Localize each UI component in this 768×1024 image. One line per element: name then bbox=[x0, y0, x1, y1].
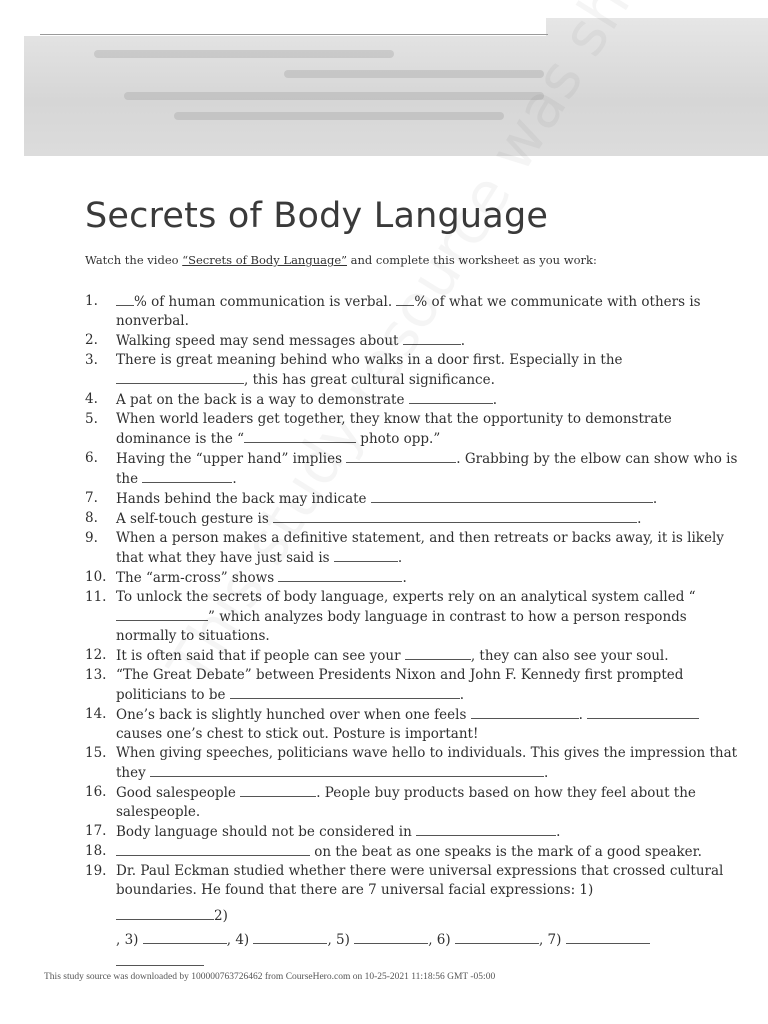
question-text: One’s back is slightly hunched over when one feels bbox=[116, 707, 471, 723]
header-smudge bbox=[94, 50, 394, 58]
question-number: 1. bbox=[85, 293, 98, 309]
question-number: 16. bbox=[85, 784, 107, 800]
instructions-text: Watch the video bbox=[85, 253, 183, 267]
answer-blank[interactable] bbox=[354, 930, 428, 944]
question-number: 12. bbox=[85, 647, 107, 663]
answer-blank[interactable] bbox=[416, 822, 556, 836]
question-number: 14. bbox=[85, 706, 107, 722]
question-number: 7. bbox=[85, 490, 98, 506]
question-text: Body language should not be considered in bbox=[116, 824, 417, 840]
question-5 bbox=[85, 410, 745, 449]
question-text: . bbox=[578, 707, 588, 723]
question-number: 18. bbox=[85, 843, 107, 859]
question-text: on the beat as one speaks is the mark of a good speaker. bbox=[310, 844, 702, 860]
question-text: A pat on the back is a way to demonstrate bbox=[116, 392, 409, 408]
question-text: % of human communication is verbal. bbox=[134, 294, 397, 310]
question-text: . bbox=[460, 333, 466, 349]
answer-blank[interactable] bbox=[116, 292, 134, 306]
answer-blank[interactable] bbox=[566, 930, 650, 944]
question-number: 11. bbox=[85, 589, 107, 605]
question-number: 3. bbox=[85, 352, 98, 368]
instructions-text: and complete this worksheet as you work: bbox=[347, 253, 597, 267]
question-number: 5. bbox=[85, 411, 98, 427]
question-18 bbox=[85, 842, 745, 862]
page-title: Secrets of Body Language bbox=[85, 196, 549, 236]
question-number: 13. bbox=[85, 667, 107, 683]
question-text: Good salespeople bbox=[116, 785, 241, 801]
question-19 bbox=[85, 862, 745, 972]
question-text: Having the “upper hand” implies bbox=[116, 451, 347, 467]
question-text: When giving speeches, politicians wave hello to individuals. This gives the impression that they bbox=[116, 745, 738, 781]
question-number: 17. bbox=[85, 823, 107, 839]
question-text: , 3) bbox=[116, 932, 143, 948]
question-text: , 7) bbox=[538, 932, 566, 948]
question-text: , 4) bbox=[226, 932, 254, 948]
question-text: . bbox=[556, 824, 561, 840]
header-smudge bbox=[174, 112, 504, 120]
question-text: . bbox=[637, 511, 642, 527]
footer-source-note: This study source was downloaded by 100000763726462 from CourseHero.com on 10-25-2021 11:18:56 GMT -05:00 bbox=[44, 972, 496, 982]
question-3 bbox=[85, 351, 745, 390]
question-9 bbox=[85, 529, 745, 568]
question-text: It is often said that if people can see your bbox=[116, 648, 405, 664]
answer-blank[interactable] bbox=[396, 292, 414, 306]
question-10 bbox=[85, 568, 745, 588]
question-14 bbox=[85, 705, 745, 744]
question-text: . Grabbing by the elbow can show who is the bbox=[116, 451, 738, 487]
question-text: , 5) bbox=[327, 932, 355, 948]
question-number: 9. bbox=[85, 530, 98, 546]
question-number: 15. bbox=[85, 745, 107, 761]
question-17 bbox=[85, 822, 745, 842]
question-text: causes one’s chest to stick out. Posture is important! bbox=[116, 726, 479, 742]
question-text: Dr. Paul Eckman studied whether there were universal expressions that crossed cultural boundaries. He found that there are 7 universal facial expressions: 1) bbox=[116, 863, 724, 898]
answer-blank[interactable] bbox=[403, 331, 461, 345]
question-text: , they can also see your soul. bbox=[470, 648, 669, 664]
question-number: 2. bbox=[85, 332, 98, 348]
question-text: . bbox=[544, 765, 549, 781]
answer-blank[interactable] bbox=[253, 930, 327, 944]
question-12 bbox=[85, 646, 745, 666]
answer-blank[interactable] bbox=[150, 763, 544, 777]
question-6 bbox=[85, 449, 745, 489]
question-text: A self-touch gesture is bbox=[116, 511, 274, 527]
question-text: . bbox=[492, 392, 498, 408]
answer-blank[interactable] bbox=[455, 930, 539, 944]
question-text: When world leaders get together, they know that the opportunity to demonstrate dominance is the “ bbox=[116, 411, 672, 447]
answer-blank[interactable] bbox=[230, 685, 460, 699]
question-text: There is great meaning behind who walks in a door first. Especially in the bbox=[116, 352, 623, 368]
question-text: 2) bbox=[214, 908, 228, 924]
question-number: 10. bbox=[85, 569, 107, 585]
question-text: Walking speed may send messages about bbox=[116, 333, 403, 349]
question-13 bbox=[85, 666, 745, 705]
question-19-expressions-line bbox=[116, 930, 650, 950]
question-1 bbox=[85, 292, 745, 331]
question-text: When a person makes a definitive statement, and then retreats or backs away, it is likely that what they have just said is bbox=[116, 530, 724, 566]
question-text: ” which analyzes body language in contrast to how a person responds normally to situations. bbox=[116, 609, 687, 644]
instructions bbox=[85, 253, 597, 267]
answer-blank[interactable] bbox=[116, 952, 204, 966]
header-smudge bbox=[124, 92, 544, 100]
answer-blank[interactable] bbox=[116, 370, 244, 384]
question-text: . bbox=[232, 471, 237, 487]
scanned-header-band bbox=[24, 18, 768, 156]
answer-blank[interactable] bbox=[334, 548, 398, 562]
header-smudge bbox=[284, 70, 544, 78]
question-list bbox=[85, 292, 745, 972]
answer-blank[interactable] bbox=[240, 783, 316, 797]
header-rule bbox=[40, 34, 548, 35]
question-text: To unlock the secrets of body language, experts rely on an analytical system called “ bbox=[116, 589, 696, 605]
answer-blank[interactable] bbox=[116, 607, 208, 621]
question-15 bbox=[85, 744, 745, 783]
question-text: % of what we communicate with others is nonverbal. bbox=[116, 294, 701, 329]
question-text: . bbox=[397, 550, 403, 566]
question-8 bbox=[85, 509, 745, 529]
video-link[interactable]: “Secrets of Body Language” bbox=[182, 253, 347, 267]
answer-blank[interactable] bbox=[116, 842, 310, 856]
question-number: 19. bbox=[85, 863, 107, 879]
question-text: “The Great Debate” between Presidents Nixon and John F. Kennedy first prompted politicians to be bbox=[116, 667, 684, 703]
question-text: , 6) bbox=[428, 932, 455, 948]
answer-blank[interactable] bbox=[405, 646, 471, 660]
question-text: . bbox=[402, 570, 407, 586]
answer-blank[interactable] bbox=[371, 489, 653, 503]
question-2 bbox=[85, 331, 745, 351]
question-16 bbox=[85, 783, 745, 822]
answer-blank[interactable] bbox=[409, 390, 493, 404]
answer-blank[interactable] bbox=[273, 509, 637, 523]
question-number: 8. bbox=[85, 510, 98, 526]
question-text: , this has great cultural significance. bbox=[244, 372, 495, 388]
question-text: photo opp.” bbox=[356, 431, 441, 447]
question-text: . People buy products based on how they feel about the salespeople. bbox=[116, 785, 696, 820]
answer-blank[interactable] bbox=[142, 469, 232, 483]
answer-blank[interactable] bbox=[278, 568, 402, 582]
question-text: Hands behind the back may indicate bbox=[116, 491, 371, 507]
answer-blank[interactable] bbox=[116, 906, 214, 920]
question-text: . bbox=[652, 491, 658, 507]
question-7 bbox=[85, 489, 745, 509]
answer-blank[interactable] bbox=[346, 449, 456, 463]
answer-blank[interactable] bbox=[244, 429, 356, 443]
question-text: The “arm-cross” shows bbox=[116, 570, 279, 586]
question-text: . bbox=[459, 687, 465, 703]
question-number: 4. bbox=[85, 391, 98, 407]
question-4 bbox=[85, 390, 745, 410]
question-number: 6. bbox=[85, 450, 98, 466]
question-11 bbox=[85, 588, 745, 646]
answer-blank[interactable] bbox=[587, 705, 699, 719]
answer-blank[interactable] bbox=[471, 705, 579, 719]
answer-blank[interactable] bbox=[143, 930, 227, 944]
